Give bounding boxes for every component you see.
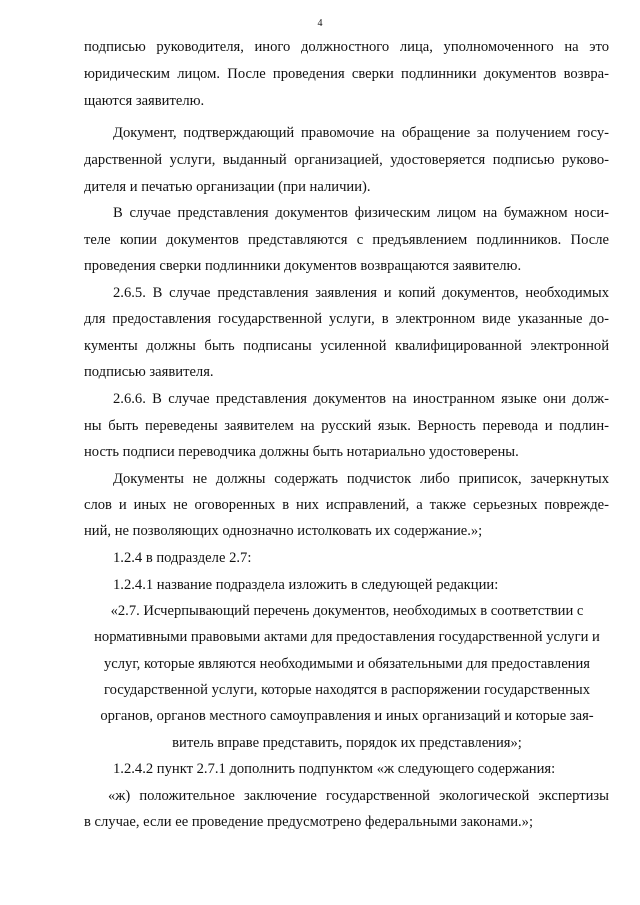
text-line: органов, органов местного самоуправления и иных организаций и которые зая-	[100, 708, 594, 724]
text-line: услуг, которые являются необходимыми и обязательными для предоставления	[103, 656, 591, 672]
text-line: щаются заявителю.	[84, 93, 205, 109]
text-line: ны быть переведены заявителем на русский язык. Верность перевода и подлин-	[84, 418, 609, 434]
text-line: 1.2.4.1 название подраздела изложить в следующей редакции:	[113, 577, 499, 593]
text-line: проведения сверки подлинники документов возвращаются заявителю.	[84, 258, 522, 274]
text-line: 1.2.4 в подразделе 2.7:	[113, 550, 252, 566]
text-line: дарственной услуги, выданный организацией, удостоверяется подписью руково-	[84, 152, 609, 168]
text-line: кументы должны быть подписаны усиленной квалифицированной электронной	[84, 338, 609, 354]
text-line: В случае представления документов физическим лицом на бумажном носи-	[113, 205, 609, 221]
text-line: ний, не позволяющих однозначно истолковать их содержание.»;	[84, 523, 483, 539]
text-line: подписью заявителя.	[84, 364, 214, 380]
text-line: «2.7. Исчерпывающий перечень документов, необходимых в соответствии с	[110, 603, 584, 619]
text-line: дителя и печатью организации (при наличии).	[84, 179, 371, 195]
text-line: Документы не должны содержать подчисток либо приписок, зачеркнутых	[113, 471, 609, 487]
text-line: подписью руководителя, иного должностного лица, уполномоченного на это	[84, 39, 609, 55]
text-line: 2.6.5. В случае представления заявления и копий документов, необходимых	[113, 285, 609, 301]
page-number: 4	[317, 18, 323, 29]
text-line: нормативными правовыми актами для предоставления государственной услуги и	[94, 629, 600, 645]
text-line: в случае, если ее проведение предусмотрено федеральными законами.»;	[84, 814, 534, 830]
text-line: слов и иных не оговоренных в них исправлений, а также серьезных поврежде-	[84, 497, 609, 513]
text-line: для предоставления государственной услуги, в электронном виде указанные до-	[84, 311, 609, 327]
text-line: государственной услуги, которые находятся в распоряжении государственных	[103, 682, 591, 698]
text-line: теле копии документов представляются с предъявлением подлинников. После	[84, 232, 609, 248]
text-line: «ж) положительное заключение государственной экологической экспертизы	[108, 788, 609, 804]
text-line: 1.2.4.2 пункт 2.7.1 дополнить подпунктом «ж следующего содержания:	[113, 761, 556, 777]
text-line: 2.6.6. В случае представления документов на иностранном языке они долж-	[113, 391, 609, 407]
text-line: Документ, подтверждающий правомочие на обращение за получением госу-	[113, 125, 609, 141]
text-line: юридическим лицом. После проведения сверки подлинники документов возвра-	[84, 66, 609, 82]
text-line: витель вправе представить, порядок их представления»;	[172, 735, 522, 751]
text-line: ность подписи переводчика должны быть нотариально удостоверены.	[84, 444, 519, 460]
